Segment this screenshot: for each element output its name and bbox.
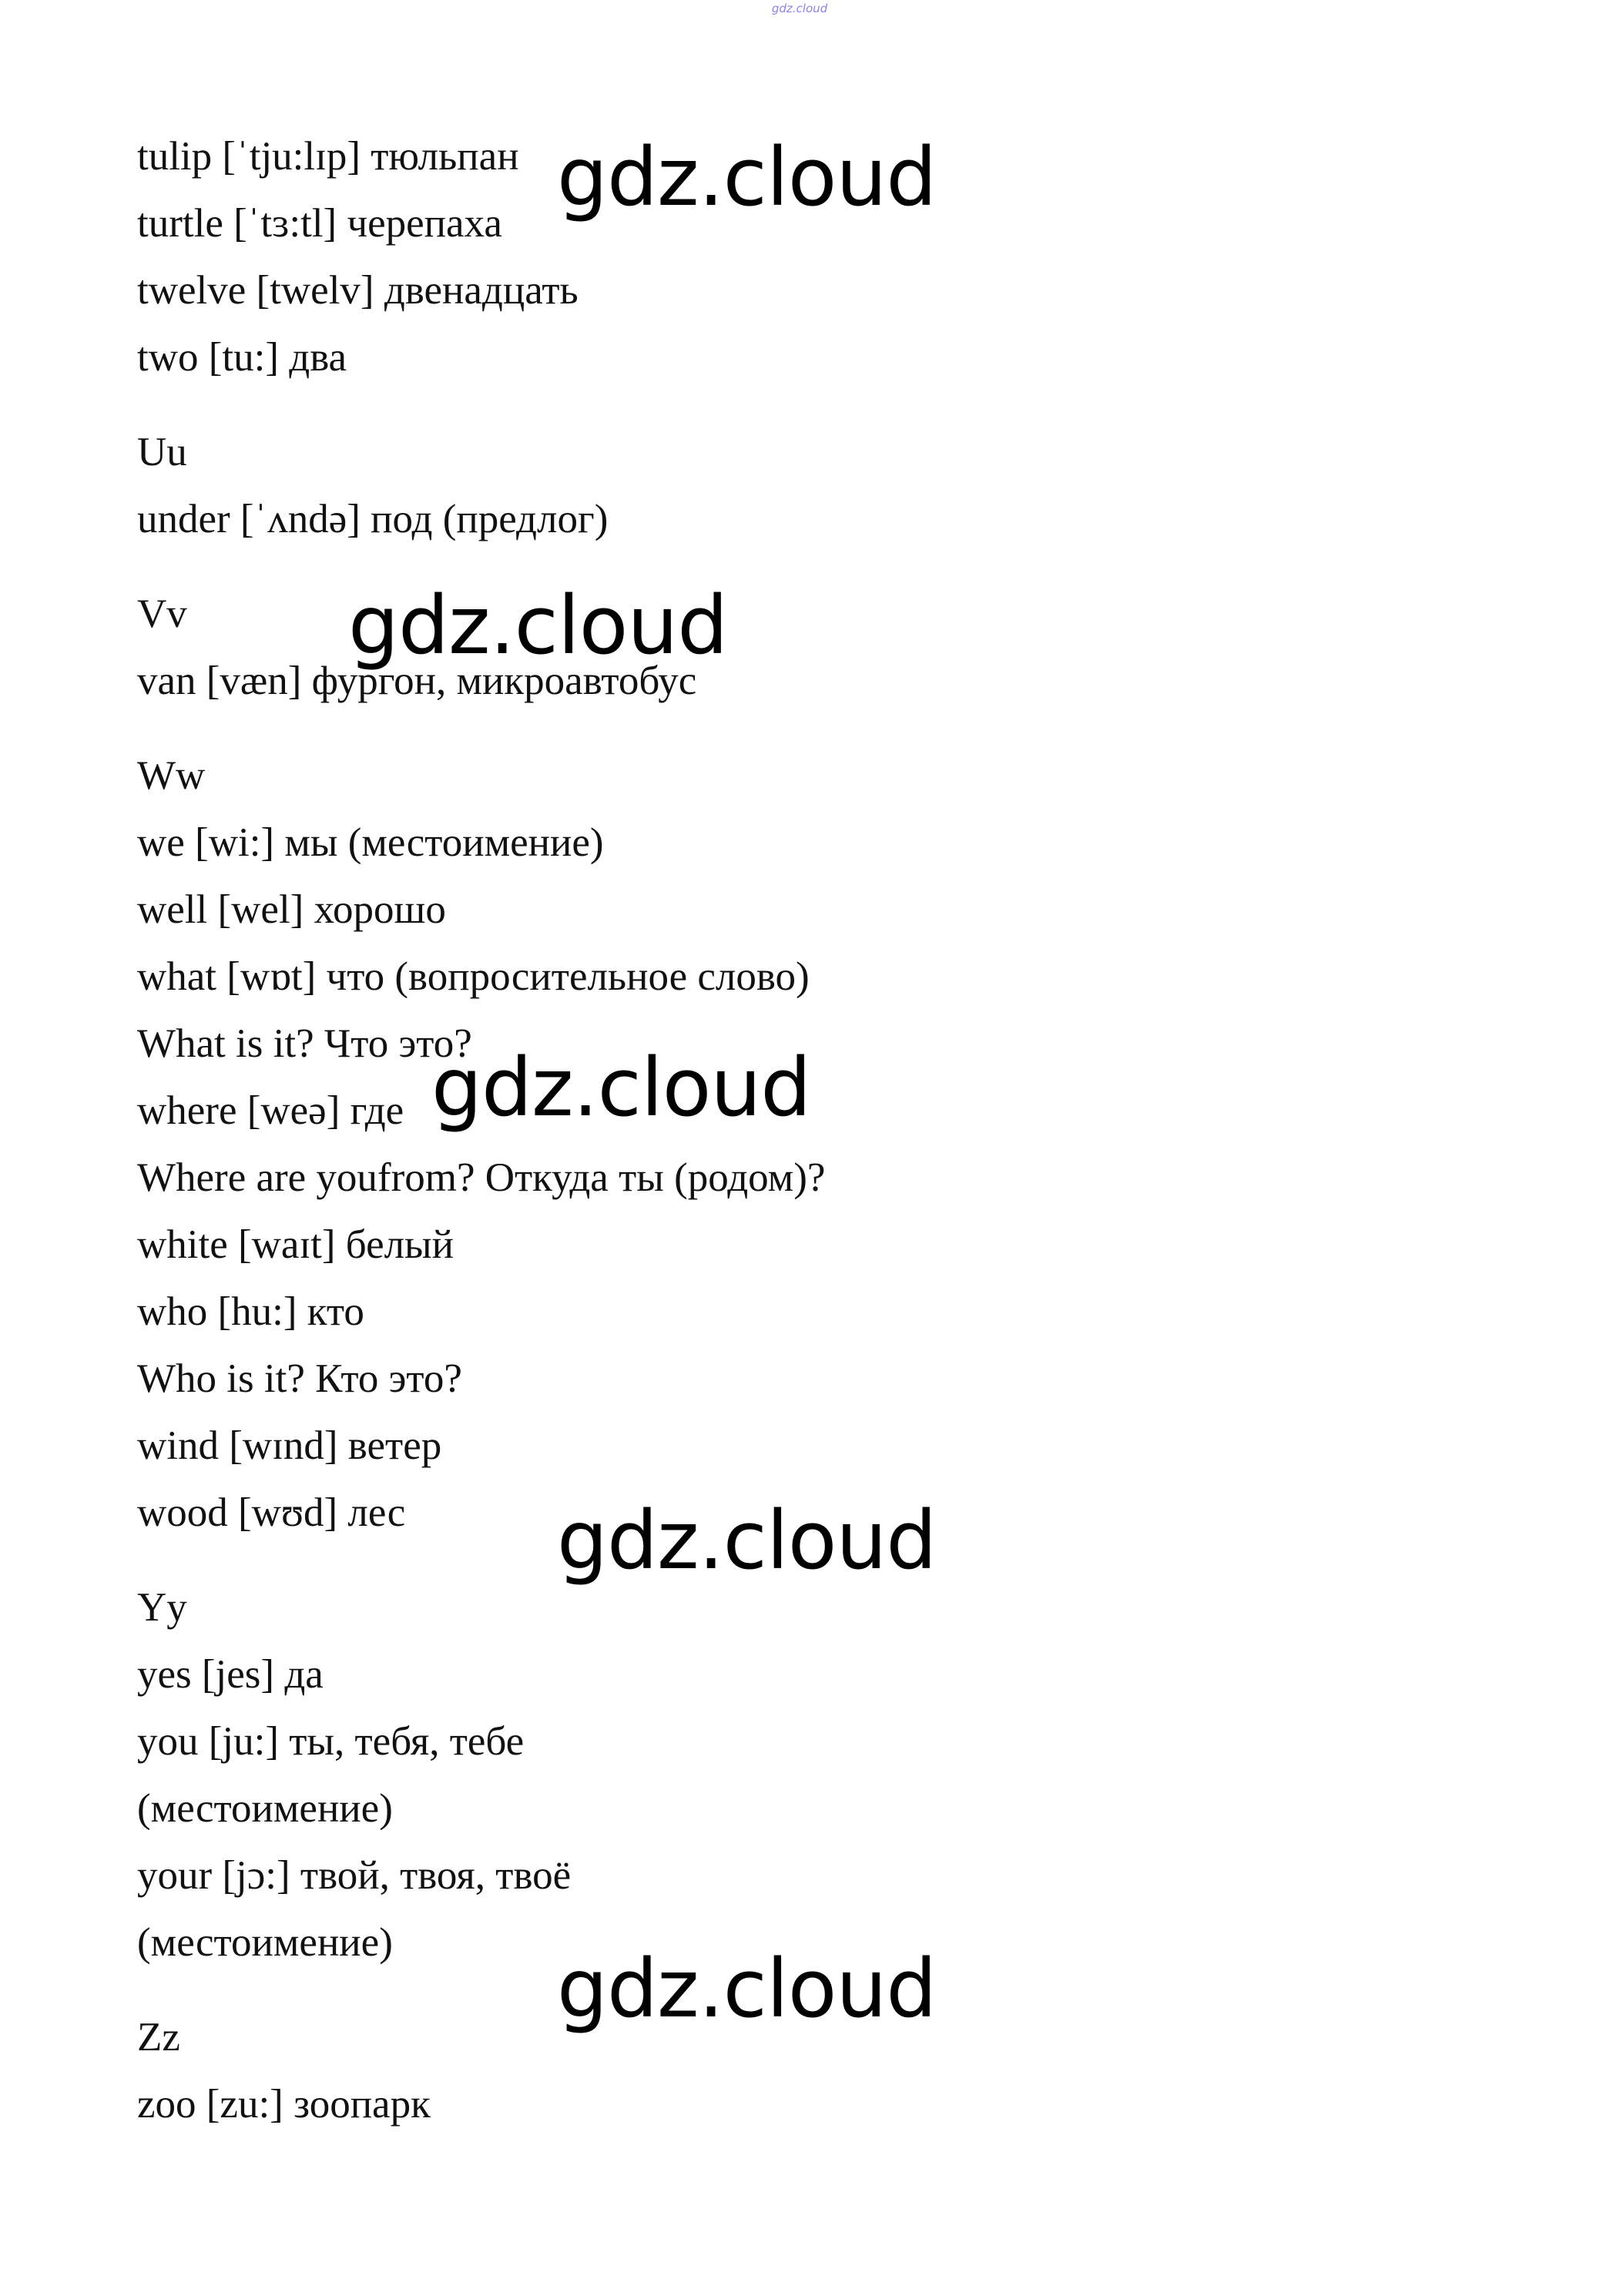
- watermark: gdz.cloud: [557, 130, 937, 224]
- vocab-entry: your [jɔ:] твой, твоя, твоё: [137, 1853, 572, 1898]
- vocab-entry: where [weə] где: [137, 1088, 404, 1133]
- letter-heading: Vv: [137, 592, 187, 636]
- vocab-entry: Who is it? Кто это?: [137, 1356, 462, 1401]
- vocab-entry: twelve [twelv] двенадцать: [137, 268, 579, 313]
- watermark: gdz.cloud: [557, 1493, 937, 1587]
- watermark: gdz.cloud: [557, 1942, 937, 2036]
- vocab-entry: wind [wɪnd] ветер: [137, 1423, 442, 1468]
- vocab-entry: What is it? Что это?: [137, 1021, 472, 1066]
- vocab-entry: turtle [ˈtɜ:tl] черепаха: [137, 201, 502, 246]
- vocab-entry: under [ˈʌndə] под (предлог): [137, 497, 609, 541]
- letter-heading: Yy: [137, 1585, 187, 1630]
- vocab-entry: zoo [zu:] зоопарк: [137, 2082, 431, 2127]
- letter-heading: Uu: [137, 430, 187, 474]
- vocab-entry: two [tu:] два: [137, 335, 347, 380]
- vocab-entry: (местоимение): [137, 1920, 393, 1965]
- vocab-entry: wood [wʊd] лес: [137, 1490, 406, 1535]
- letter-heading: Zz: [137, 2015, 180, 2060]
- watermark: gdz.cloud: [348, 578, 728, 672]
- vocab-entry: van [væn] фургон, микроавтобус: [137, 659, 697, 703]
- vocab-entry: we [wi:] мы (местоимение): [137, 820, 604, 865]
- vocab-entry: well [wel] хорошо: [137, 887, 446, 932]
- vocab-entry: tulip [ˈtju:lɪp] тюльпан: [137, 134, 519, 179]
- vocab-entry: what [wɒt] что (вопросительное слово): [137, 954, 810, 999]
- vocab-entry: you [ju:] ты, тебя, тебе: [137, 1719, 525, 1764]
- watermark: gdz.cloud: [431, 1041, 811, 1135]
- letter-heading: Ww: [137, 753, 206, 798]
- vocab-entry: Where are youfrom? Откуда ты (родом)?: [137, 1155, 826, 1200]
- vocab-entry: white [waɪt] белый: [137, 1222, 454, 1267]
- vocab-entry: (местоимение): [137, 1786, 393, 1831]
- vocab-entry: who [hu:] кто: [137, 1289, 364, 1334]
- header-watermark: gdz.cloud: [771, 2, 828, 15]
- vocab-entry: yes [jes] да: [137, 1652, 324, 1697]
